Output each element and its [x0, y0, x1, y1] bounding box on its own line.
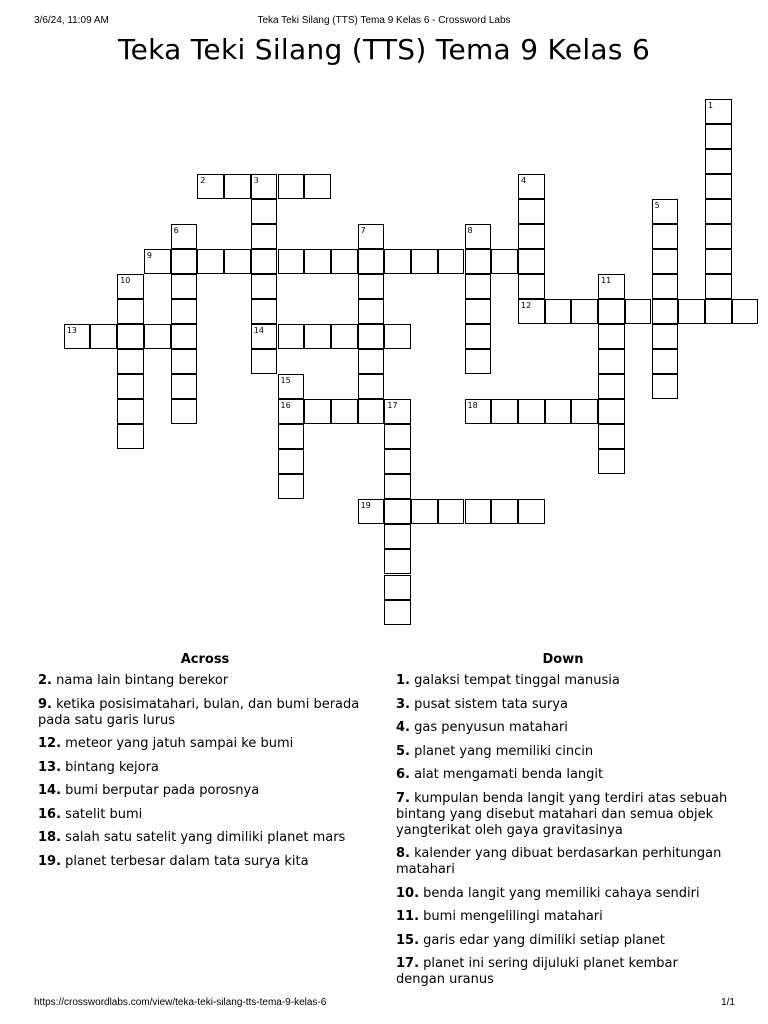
clue-text: garis edar yang dimiliki setiap planet: [423, 932, 665, 948]
clue-number: 11.: [396, 909, 420, 924]
cell-number: 17: [387, 401, 398, 411]
clue-text: planet ini sering dijuluki planet kembar dengan uranus: [396, 956, 678, 987]
print-date: 3/6/24, 11:09 AM: [34, 15, 109, 26]
print-header-title: Teka Teki Silang (TTS) Tema 9 Kelas 6 - Crossword Labs: [257, 15, 511, 26]
grid-cell[interactable]: [465, 299, 492, 324]
grid-cell[interactable]: [571, 299, 598, 324]
grid-cell[interactable]: [598, 424, 625, 449]
down-clue-list: [396, 673, 730, 996]
grid-cell[interactable]: [251, 299, 278, 324]
grid-cell[interactable]: [732, 299, 759, 324]
grid-cell[interactable]: [518, 199, 545, 224]
grid-cell[interactable]: [358, 499, 385, 524]
clue-number: 2.: [38, 673, 52, 688]
grid-cell[interactable]: [384, 524, 411, 549]
grid-cell[interactable]: [652, 199, 679, 224]
across-clue: [38, 673, 372, 689]
grid-cell[interactable]: [598, 374, 625, 399]
grid-cell[interactable]: [117, 349, 144, 374]
across-clue: [38, 854, 372, 870]
cell-number: 12: [521, 300, 532, 310]
grid-cell[interactable]: [117, 324, 144, 349]
grid-cell[interactable]: [278, 324, 305, 349]
print-footer-url: https://crosswordlabs.com/view/teka-teki-silang-tts-tema-9-kelas-6: [34, 997, 327, 1008]
grid-cell[interactable]: [144, 324, 171, 349]
clue-text: salah satu satelit yang dimiliki planet mars: [65, 830, 346, 845]
grid-cell[interactable]: [251, 274, 278, 299]
across-clue: [38, 736, 372, 752]
down-clue: [396, 886, 730, 902]
grid-cell[interactable]: [384, 549, 411, 574]
grid-cell[interactable]: [224, 174, 251, 199]
grid-cell[interactable]: [411, 499, 438, 524]
grid-cell[interactable]: [705, 299, 732, 324]
grid-cell[interactable]: [331, 399, 358, 424]
grid-cell[interactable]: [705, 149, 732, 174]
grid-cell[interactable]: [438, 249, 465, 274]
clue-text: pusat sistem tata surya: [414, 696, 568, 712]
across-clue-list: [38, 673, 372, 877]
grid-cell[interactable]: [251, 224, 278, 249]
grid-cell[interactable]: [652, 274, 679, 299]
grid-cell[interactable]: [598, 349, 625, 374]
grid-cell[interactable]: [598, 324, 625, 349]
grid-cell[interactable]: [197, 174, 224, 199]
grid-cell[interactable]: [384, 399, 411, 424]
grid-cell[interactable]: [384, 449, 411, 474]
grid-cell[interactable]: [518, 249, 545, 274]
grid-cell[interactable]: [598, 399, 625, 424]
grid-cell[interactable]: [278, 474, 305, 499]
clue-number: 1.: [396, 673, 410, 688]
grid-cell[interactable]: [278, 249, 305, 274]
clue-text: galaksi tempat tinggal manusia: [414, 673, 620, 688]
grid-cell[interactable]: [518, 274, 545, 299]
clue-number: 4.: [396, 720, 410, 735]
grid-cell[interactable]: [304, 399, 331, 424]
clue-number: 13.: [38, 759, 62, 775]
cell-number: 6: [173, 225, 179, 235]
clue-number: 12.: [38, 736, 62, 751]
grid-cell[interactable]: [171, 349, 198, 374]
across-clue: [38, 697, 372, 729]
grid-cell[interactable]: [705, 99, 732, 124]
cell-number: 2: [200, 175, 206, 185]
across-heading: Across: [180, 652, 230, 667]
cell-number: 10: [120, 275, 131, 285]
clue-text: nama lain bintang berekor: [56, 673, 229, 688]
grid-cell[interactable]: [652, 324, 679, 349]
grid-cell[interactable]: [117, 424, 144, 449]
grid-cell[interactable]: [278, 174, 305, 199]
grid-cell[interactable]: [251, 174, 278, 199]
grid-cell[interactable]: [358, 224, 385, 249]
down-clue: [396, 720, 730, 736]
grid-cell[interactable]: [171, 324, 198, 349]
grid-cell[interactable]: [358, 299, 385, 324]
grid-cell[interactable]: [598, 449, 625, 474]
clue-text: bumi berputar pada porosnya: [65, 783, 260, 798]
grid-cell[interactable]: [304, 174, 331, 199]
grid-cell[interactable]: [384, 474, 411, 499]
clue-number: 7.: [396, 790, 410, 806]
grid-cell[interactable]: [358, 274, 385, 299]
grid-cell[interactable]: [90, 324, 117, 349]
clue-text: ketika posisimatahari, bulan, dan bumi berada pada satu garis lurus: [38, 696, 360, 728]
grid-cell[interactable]: [545, 299, 572, 324]
grid-cell[interactable]: [117, 399, 144, 424]
clue-number: 19.: [38, 853, 62, 869]
grid-cell[interactable]: [652, 374, 679, 399]
grid-cell[interactable]: [652, 299, 679, 324]
grid-cell[interactable]: [331, 324, 358, 349]
cell-number: 5: [654, 200, 660, 210]
cell-number: 16: [280, 401, 291, 411]
across-clue: [38, 783, 372, 799]
grid-cell[interactable]: [384, 499, 411, 524]
grid-cell[interactable]: [171, 274, 198, 299]
down-clue: [396, 791, 730, 839]
across-clue: [38, 830, 372, 846]
grid-cell[interactable]: [571, 399, 598, 424]
grid-cell[interactable]: [705, 249, 732, 274]
grid-cell[interactable]: [465, 324, 492, 349]
grid-cell[interactable]: [491, 399, 518, 424]
grid-cell[interactable]: [278, 449, 305, 474]
across-clue: [38, 807, 372, 823]
grid-cell[interactable]: [278, 374, 305, 399]
grid-cell[interactable]: [518, 499, 545, 524]
grid-cell[interactable]: [171, 249, 198, 274]
grid-cell[interactable]: [598, 299, 625, 324]
grid-cell[interactable]: [117, 299, 144, 324]
grid-cell[interactable]: [171, 399, 198, 424]
grid-cell[interactable]: [197, 249, 224, 274]
grid-cell[interactable]: [331, 249, 358, 274]
clue-number: 5.: [396, 743, 410, 759]
cell-number: 19: [360, 501, 371, 511]
grid-cell[interactable]: [652, 224, 679, 249]
grid-cell[interactable]: [171, 224, 198, 249]
grid-cell[interactable]: [64, 324, 91, 349]
page-number: 1/1: [721, 997, 735, 1008]
clue-number: 15.: [396, 932, 420, 948]
grid-cell[interactable]: [117, 374, 144, 399]
clue-text: gas penyusun matahari: [414, 720, 568, 735]
clue-text: planet terbesar dalam tata surya kita: [65, 853, 309, 869]
cell-number: 1: [708, 100, 714, 110]
grid-cell[interactable]: [465, 249, 492, 274]
grid-cell[interactable]: [251, 324, 278, 349]
grid-cell[interactable]: [384, 424, 411, 449]
grid-cell[interactable]: [518, 224, 545, 249]
grid-cell[interactable]: [278, 424, 305, 449]
grid-cell[interactable]: [705, 174, 732, 199]
down-clue: [396, 846, 730, 878]
clue-number: 3.: [396, 696, 410, 712]
clue-number: 16.: [38, 806, 62, 822]
clue-number: 8.: [396, 846, 410, 861]
grid-cell[interactable]: [384, 249, 411, 274]
down-clue: [396, 767, 730, 783]
cell-number: 15: [280, 376, 291, 386]
cell-number: 14: [253, 326, 264, 335]
cell-number: 8: [467, 225, 473, 235]
clue-text: benda langit yang memiliki cahaya sendiri: [423, 885, 700, 901]
grid-cell[interactable]: [678, 299, 705, 324]
grid-cell[interactable]: [705, 224, 732, 249]
clue-text: satelit bumi: [65, 806, 143, 822]
grid-cell[interactable]: [384, 575, 411, 600]
grid-cell[interactable]: [625, 299, 652, 324]
grid-cell[interactable]: [117, 274, 144, 299]
clue-text: planet yang memiliki cincin: [414, 743, 594, 759]
grid-cell[interactable]: [171, 374, 198, 399]
grid-cell[interactable]: [358, 249, 385, 274]
grid-cell[interactable]: [705, 199, 732, 224]
grid-cell[interactable]: [358, 374, 385, 399]
grid-cell[interactable]: [465, 399, 492, 424]
clue-text: bumi mengelilingi matahari: [423, 909, 603, 924]
grid-cell[interactable]: [251, 349, 278, 374]
down-heading: Down: [542, 652, 584, 667]
clue-text: alat mengamati benda langit: [414, 767, 604, 782]
cell-number: 11: [601, 275, 612, 285]
clue-text: meteor yang jatuh sampai ke bumi: [65, 736, 294, 751]
clue-number: 17.: [396, 956, 420, 971]
across-clue: [38, 760, 372, 776]
cell-number: 7: [360, 225, 366, 235]
down-clue: [396, 697, 730, 713]
grid-cell[interactable]: [491, 249, 518, 274]
grid-cell[interactable]: [491, 499, 518, 524]
clue-number: 14.: [38, 783, 62, 798]
grid-cell[interactable]: [518, 399, 545, 424]
clue-number: 18.: [38, 830, 62, 845]
grid-cell[interactable]: [411, 249, 438, 274]
down-clue: [396, 744, 730, 760]
grid-cell[interactable]: [251, 249, 278, 274]
grid-cell[interactable]: [384, 324, 411, 349]
grid-cell[interactable]: [518, 174, 545, 199]
cell-number: 9: [146, 250, 152, 260]
down-clue: [396, 933, 730, 949]
grid-cell[interactable]: [465, 224, 492, 249]
grid-cell[interactable]: [705, 274, 732, 299]
grid-cell[interactable]: [545, 399, 572, 424]
cell-number: 18: [467, 401, 478, 411]
grid-cell[interactable]: [224, 249, 251, 274]
grid-cell[interactable]: [465, 499, 492, 524]
clue-number: 6.: [396, 767, 410, 782]
down-clue: [396, 673, 730, 689]
grid-cell[interactable]: [358, 399, 385, 424]
grid-cell[interactable]: [465, 349, 492, 374]
grid-cell[interactable]: [278, 399, 305, 424]
grid-cell[interactable]: [598, 274, 625, 299]
grid-cell[interactable]: [518, 299, 545, 324]
grid-cell[interactable]: [384, 600, 411, 625]
grid-cell[interactable]: [144, 249, 171, 274]
grid-cell[interactable]: [705, 124, 732, 149]
grid-cell[interactable]: [358, 349, 385, 374]
grid-cell[interactable]: [171, 299, 198, 324]
page-title: Teka Teki Silang (TTS) Tema 9 Kelas 6: [117, 33, 651, 66]
clue-number: 9.: [38, 696, 52, 712]
down-clue: [396, 909, 730, 925]
clue-text: bintang kejora: [65, 759, 159, 775]
clue-text: kumpulan benda langit yang terdiri atas sebuah bintang yang disebut matahari dan semua objek yangterikat oleh gaya gravitasinya: [396, 790, 728, 838]
grid-cell[interactable]: [465, 274, 492, 299]
cell-number: 4: [521, 175, 527, 185]
cell-number: 3: [253, 175, 259, 185]
clue-number: 10.: [396, 885, 420, 901]
clue-text: kalender yang dibuat berdasarkan perhitungan matahari: [396, 846, 722, 877]
grid-cell[interactable]: [251, 199, 278, 224]
down-clue: [396, 956, 730, 988]
grid-cell[interactable]: [652, 349, 679, 374]
grid-cell[interactable]: [652, 249, 679, 274]
cell-number: 13: [66, 326, 77, 335]
grid-cell[interactable]: [304, 249, 331, 274]
grid-cell[interactable]: [358, 324, 385, 349]
grid-cell[interactable]: [438, 499, 465, 524]
grid-cell[interactable]: [304, 324, 331, 349]
